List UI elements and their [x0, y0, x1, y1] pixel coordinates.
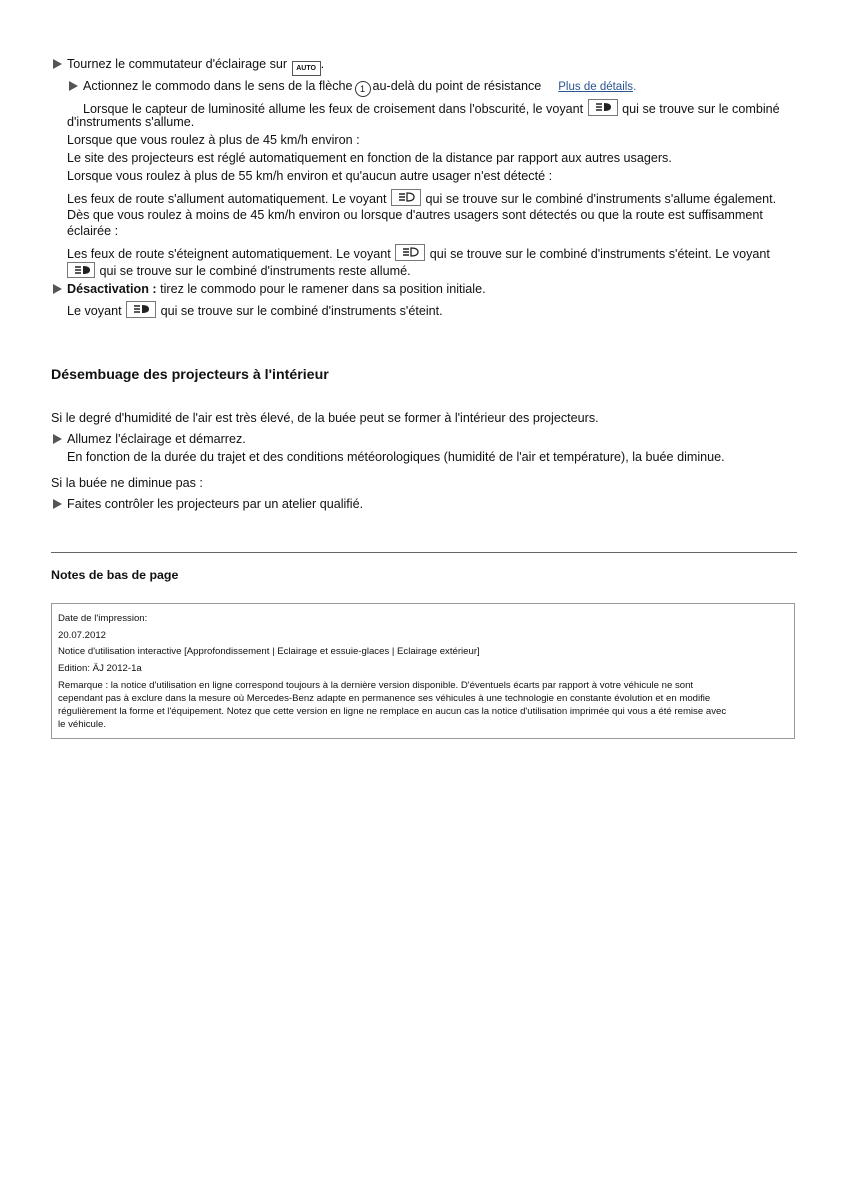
high-beam-indicator-icon	[391, 189, 421, 206]
dipped-beam-indicator-icon	[126, 301, 156, 318]
sub-step-line: Actionnez le commodo dans le sens de la flèche 1 au-delà du point de résistance Plus de détails.	[83, 79, 636, 97]
text-line: Lorsque vous roulez à plus de 55 km/h environ et qu'aucun autre usager n'est détecté :	[67, 169, 553, 183]
bullet-arrow-icon	[53, 284, 62, 294]
bullet-arrow-icon	[69, 81, 78, 91]
text-line: Dès que vous roulez à moins de 45 km/h environ ou lorsque d'autres usagers sont détectés ou que la route est suffisamment	[67, 208, 763, 222]
high-beam-indicator-icon	[395, 244, 425, 261]
dipped-beam-indicator-icon	[588, 99, 618, 116]
step-line: Désactivation : tirez le commodo pour le ramener dans sa position initiale.	[67, 282, 486, 296]
bullet-arrow-icon	[53, 434, 62, 444]
text-line: qui se trouve sur le combiné d'instruments reste allumé.	[67, 262, 411, 279]
text-line: Le voyant qui se trouve sur le combiné d'instruments s'éteint.	[67, 301, 443, 319]
section-title: Désembuage des projecteurs à l'intérieur	[51, 367, 329, 383]
footnote-box	[51, 603, 795, 739]
print-date-label: Date de l'impression:	[58, 613, 148, 624]
print-date: 20.07.2012	[58, 630, 107, 641]
auto-switch-icon: AUTO	[292, 61, 321, 76]
edition: Edition: ÄJ 2012-1a	[58, 663, 142, 674]
bullet-arrow-icon	[53, 499, 62, 509]
step-line: Allumez l'éclairage et démarrez.	[67, 432, 246, 446]
step-line: Faites contrôler les projecteurs par un atelier qualifié.	[67, 497, 364, 511]
text-line: Lorsque le capteur de luminosité allume les feux de croisement dans l'obscurité, le voyant qui se trouve sur le combiné	[83, 99, 780, 117]
text-line: Les feux de route s'allument automatiquement. Le voyant qui se trouve sur le combiné d'instruments s'allume également.	[67, 189, 776, 207]
divider	[51, 552, 797, 553]
notice-path: Notice d'utilisation interactive [Approfondissement | Eclairage et essuie-glaces | Eclairage extérieur]	[58, 646, 480, 657]
text-line: En fonction de la durée du trajet et des conditions météorologiques (humidité de l'air et température), la buée diminue.	[67, 450, 725, 464]
remark-line: régulièrement la forme et l'équipement. Notez que cette version en ligne ne remplace en aucun cas la notice d'utilisation imprimée qui vous a été remise avec	[58, 706, 727, 717]
dipped-beam-indicator-icon	[67, 262, 95, 278]
remark-line: cependant pas à exclure dans la mesure où Mercedes-Benz adapte en permanence ses véhicules à une technologie en constante évolution et en modifie	[58, 693, 711, 704]
remark-line: Remarque : la notice d'utilisation en ligne correspond toujours à la dernière version disponible. D'éventuels écarts par rapport à votre véhicule ne sont	[58, 680, 694, 691]
text-line: Les feux de route s'éteignent automatiquement. Le voyant qui se trouve sur le combiné d'instruments s'éteint. Le voyant	[67, 244, 770, 262]
footnotes-title: Notes de bas de page	[51, 568, 179, 582]
bullet-arrow-icon	[53, 59, 62, 69]
text-line: d'instruments s'allume.	[67, 115, 195, 129]
text-line: Lorsque que vous roulez à plus de 45 km/h environ :	[67, 133, 360, 147]
paragraph: Si le degré d'humidité de l'air est très élevé, de la buée peut se former à l'intérieur des projecteurs.	[51, 411, 599, 425]
text-line: éclairée :	[67, 224, 119, 238]
text-line: Le site des projecteurs est réglé automatiquement en fonction de la distance par rapport aux autres usagers.	[67, 151, 672, 165]
remark-line: le véhicule.	[58, 719, 106, 730]
paragraph: Si la buée ne diminue pas :	[51, 476, 203, 490]
more-details-link[interactable]: Plus de détails	[558, 81, 634, 93]
arrow-number-icon: 1	[355, 81, 371, 97]
step-line: Tournez le commutateur d'éclairage sur AUTO .	[67, 57, 324, 76]
